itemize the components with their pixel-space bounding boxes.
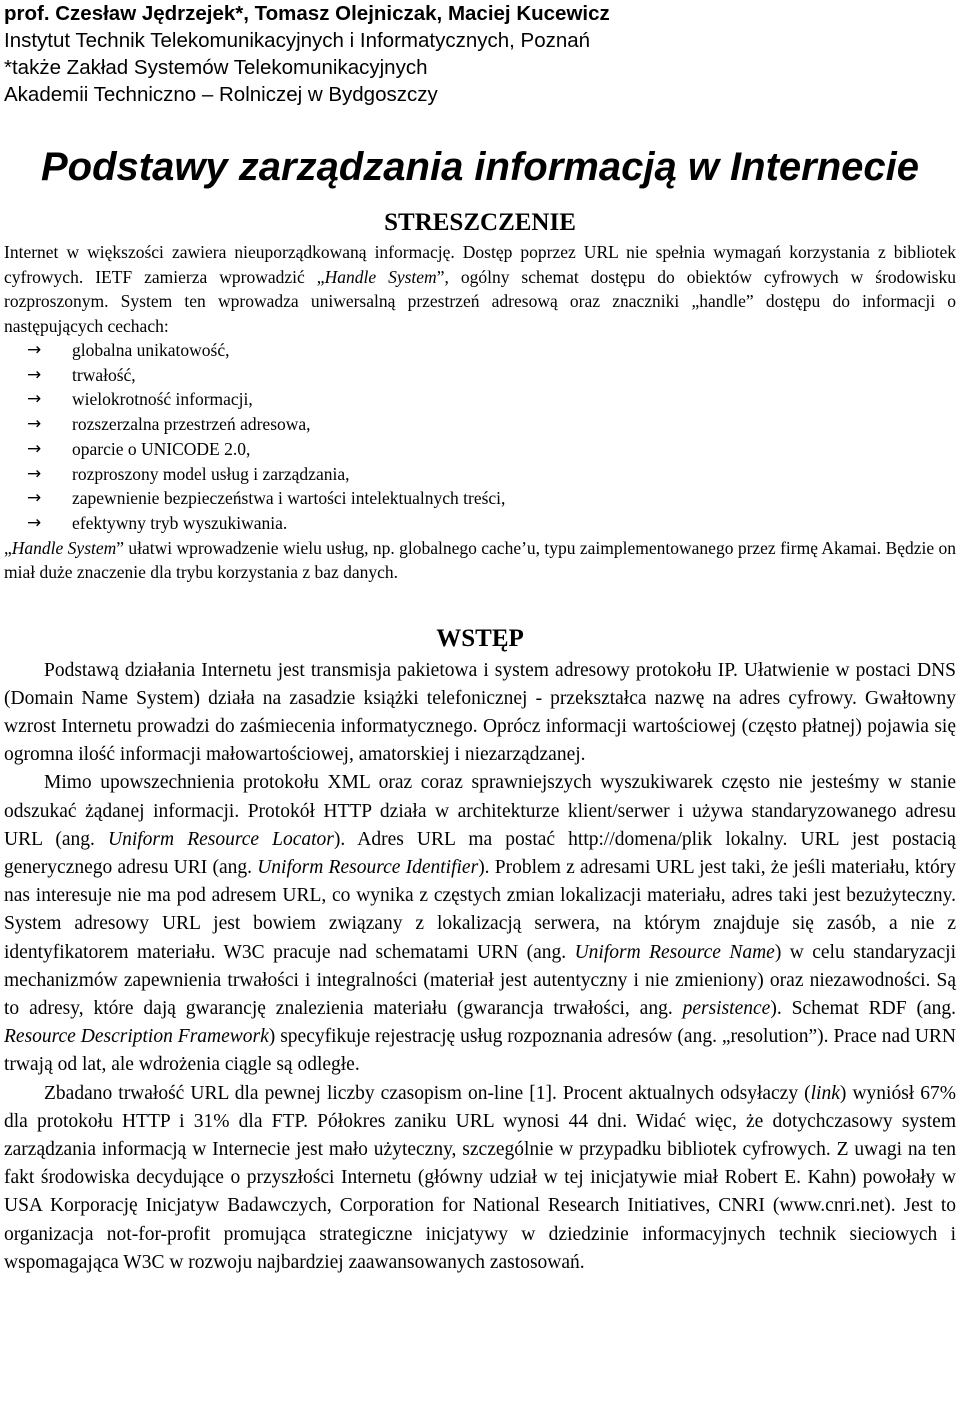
urn-term: Uniform Resource Name [574,941,775,963]
abstract-paragraph-2 [4,536,956,585]
feature-label: rozproszony model usług i zarządzania, [72,463,350,484]
persistence-term: persistence [682,998,771,1020]
right-arrow-icon: → [27,364,42,385]
feature-label: oparcie o UNICODE 2.0, [72,438,251,459]
right-arrow-icon: → [27,463,42,484]
feature-item [27,338,956,363]
abstract-paragraph-1 [4,240,956,338]
right-arrow-icon: → [27,414,42,435]
abstract-text: Internet w większości zawiera nieuporządkowaną informację. Dostęp poprzez URL nie spełnia wymagań korzystania z bibliotek cyfrowych. IETF zamierza wprowadzić „ [4,242,956,287]
intro-paragraph-1: Podstawą działania Internetu jest transmisja pakietowa i system adresowy protokołu IP. Ułatwienie w postaci DNS (Domain Name System) działa na zasadzie książki telefonicznej - przekształca nazwę na adres cyfrowy. Gwałtowny wzrost Internetu prowadzi do zaśmiecenia informatycznego. Oprócz informacji wartościowej (często płatnej) pojawia się ogromna ilość informacji małowartościowej, amatorskiej i niezarządzanej. [4,659,956,766]
right-arrow-icon: → [27,340,42,360]
body-text: ) w celu standaryzacji mechanizmów zapewnienia trwałości i integralności (materiał jest autentyczny i nie zmieniony) oraz niezawodności. Są to adresy, które dają gwarancję znalezienia materiału (gwarancja trwałości, ang. [4,941,956,1020]
affiliation-3: Akademii Techniczno – Rolniczej w Bydgoszczy [4,83,438,106]
uri-term: Uniform Resource Identifier [257,857,479,879]
feature-item [27,437,956,462]
handle-system-term: Handle System [11,537,117,558]
intro-paragraph-3 [4,1080,956,1277]
right-arrow-icon: → [27,488,42,509]
right-arrow-icon: → [27,512,42,533]
right-arrow-icon: → [27,438,42,459]
feature-label: trwałość, [72,364,136,385]
body-text: ). Adres URL ma postać http://domena/plik lokalny. URL jest postacią generycznego adresu URI (ang. [4,828,956,879]
feature-item [27,511,956,536]
abstract-text: ”, ogólny schemat dostępu do obiektów cyfrowych w środowisku rozproszonym. System ten wprowadza uniwersalną przestrzeń adresową oraz znaczniki „handle” dostępu do informacji o następujących cechach: [4,266,956,336]
feature-item [27,462,956,487]
feature-item [27,412,956,437]
abstract-text: ” ułatwi wprowadzenie wielu usług, np. globalnego cache’u, typu zaimplementowanego przez firmę Akamai. Będzie on miał duże znaczenie dla trybu korzystania z baz danych. [4,537,956,583]
abstract-heading: STRESZCZENIE [384,209,576,236]
section-heading-intro: WSTĘP [436,624,524,652]
rdf-term: Resource Description Framework [4,1026,269,1048]
body-text: ) wyniósł 67% dla protokołu HTTP i 31% dla FTP. Półokres zaniku URL wynosi 44 dni. Widać więc, że dotychczasowy system zarządzania informacją w Internecie jest mało użyteczny, szczególnie w przypadku bibliotek cyfrowych. Z uwagi na ten fakt środowiska decydujące o przyszłości Internetu (główny udział w tej inicjatywie miał Robert E. Kahn) powołały w USA Korporację Inicjatyw Badawczych, Corporation for National Research Initiatives, CNRI (www.cnri.net). Jest to organizacja not-for-profit promująca strategiczne inicjatywy w dziedzinie informacyjnych technik sieciowych i wspomagająca W3C w rozwoju najbardziej zaawansowanych zastosowań. [4,1082,956,1273]
feature-label: wielokrotność informacji, [72,389,253,410]
abstract [4,240,956,585]
link-term: link [810,1082,840,1104]
affiliation-1: Instytut Technik Telekomunikacyjnych i Informatycznych, Poznań [4,29,591,52]
url-term: Uniform Resource Locator [108,828,334,850]
feature-item [27,486,956,511]
intro-section [4,657,956,1277]
authors: prof. Czesław Jędrzejek*, Tomasz Olejniczak, Maciej Kucewicz [4,2,610,25]
paper-title: Podstawy zarządzania informacją w Internecie [40,145,920,189]
feature-label: globalna unikatowość, [72,340,230,360]
abstract-text: „ [4,537,12,558]
right-arrow-icon: → [27,389,42,410]
intro-paragraph-2 [4,769,956,1079]
author-block [4,0,956,108]
body-text: ) specyfikuje rejestrację usług rozpoznania adresów (ang. „resolution”). Prace nad URN trwają od lat, ale wdrożenia ciągle są odległe. [4,1026,956,1076]
feature-list [4,338,956,536]
body-text: ). Schemat RDF (ang. [770,998,956,1020]
feature-item [27,387,956,412]
body-text: Zbadano trwałość URL dla pewnej liczby czasopism on-line [1]. Procent aktualnych odsyłaczy ( [44,1082,811,1104]
feature-label: rozszerzalna przestrzeń adresowa, [72,414,311,435]
feature-label: zapewnienie bezpieczeństwa i wartości intelektualnych treści, [72,488,506,509]
feature-item [27,363,956,388]
feature-label: efektywny tryb wyszukiwania. [72,512,288,533]
affiliation-2: *także Zakład Systemów Telekomunikacyjnych [4,56,428,79]
body-text: Mimo upowszechnienia protokołu XML oraz coraz sprawniejszych wyszukiwarek często nie jesteśmy w stanie odszukać żądanej informacji. Protokół HTTP działa w architekturze klient/serwer i używa standaryzowanego adresu URL (ang. [4,772,956,850]
handle-system-term: Handle System [324,266,437,287]
body-text: ). Problem z adresami URL jest taki, że jeśli materiału, który nas interesuje nie ma pod adresem URL, co wynika z częstych zmian lokalizacji materiału, adres taki jest bezużyteczny. System adresowy URL jest bowiem związany z lokalizacją serwera, na którym znajduje się zasób, a nie z identyfikatorem materiału. W3C pracuje nad schematami URN (ang. [4,857,956,963]
